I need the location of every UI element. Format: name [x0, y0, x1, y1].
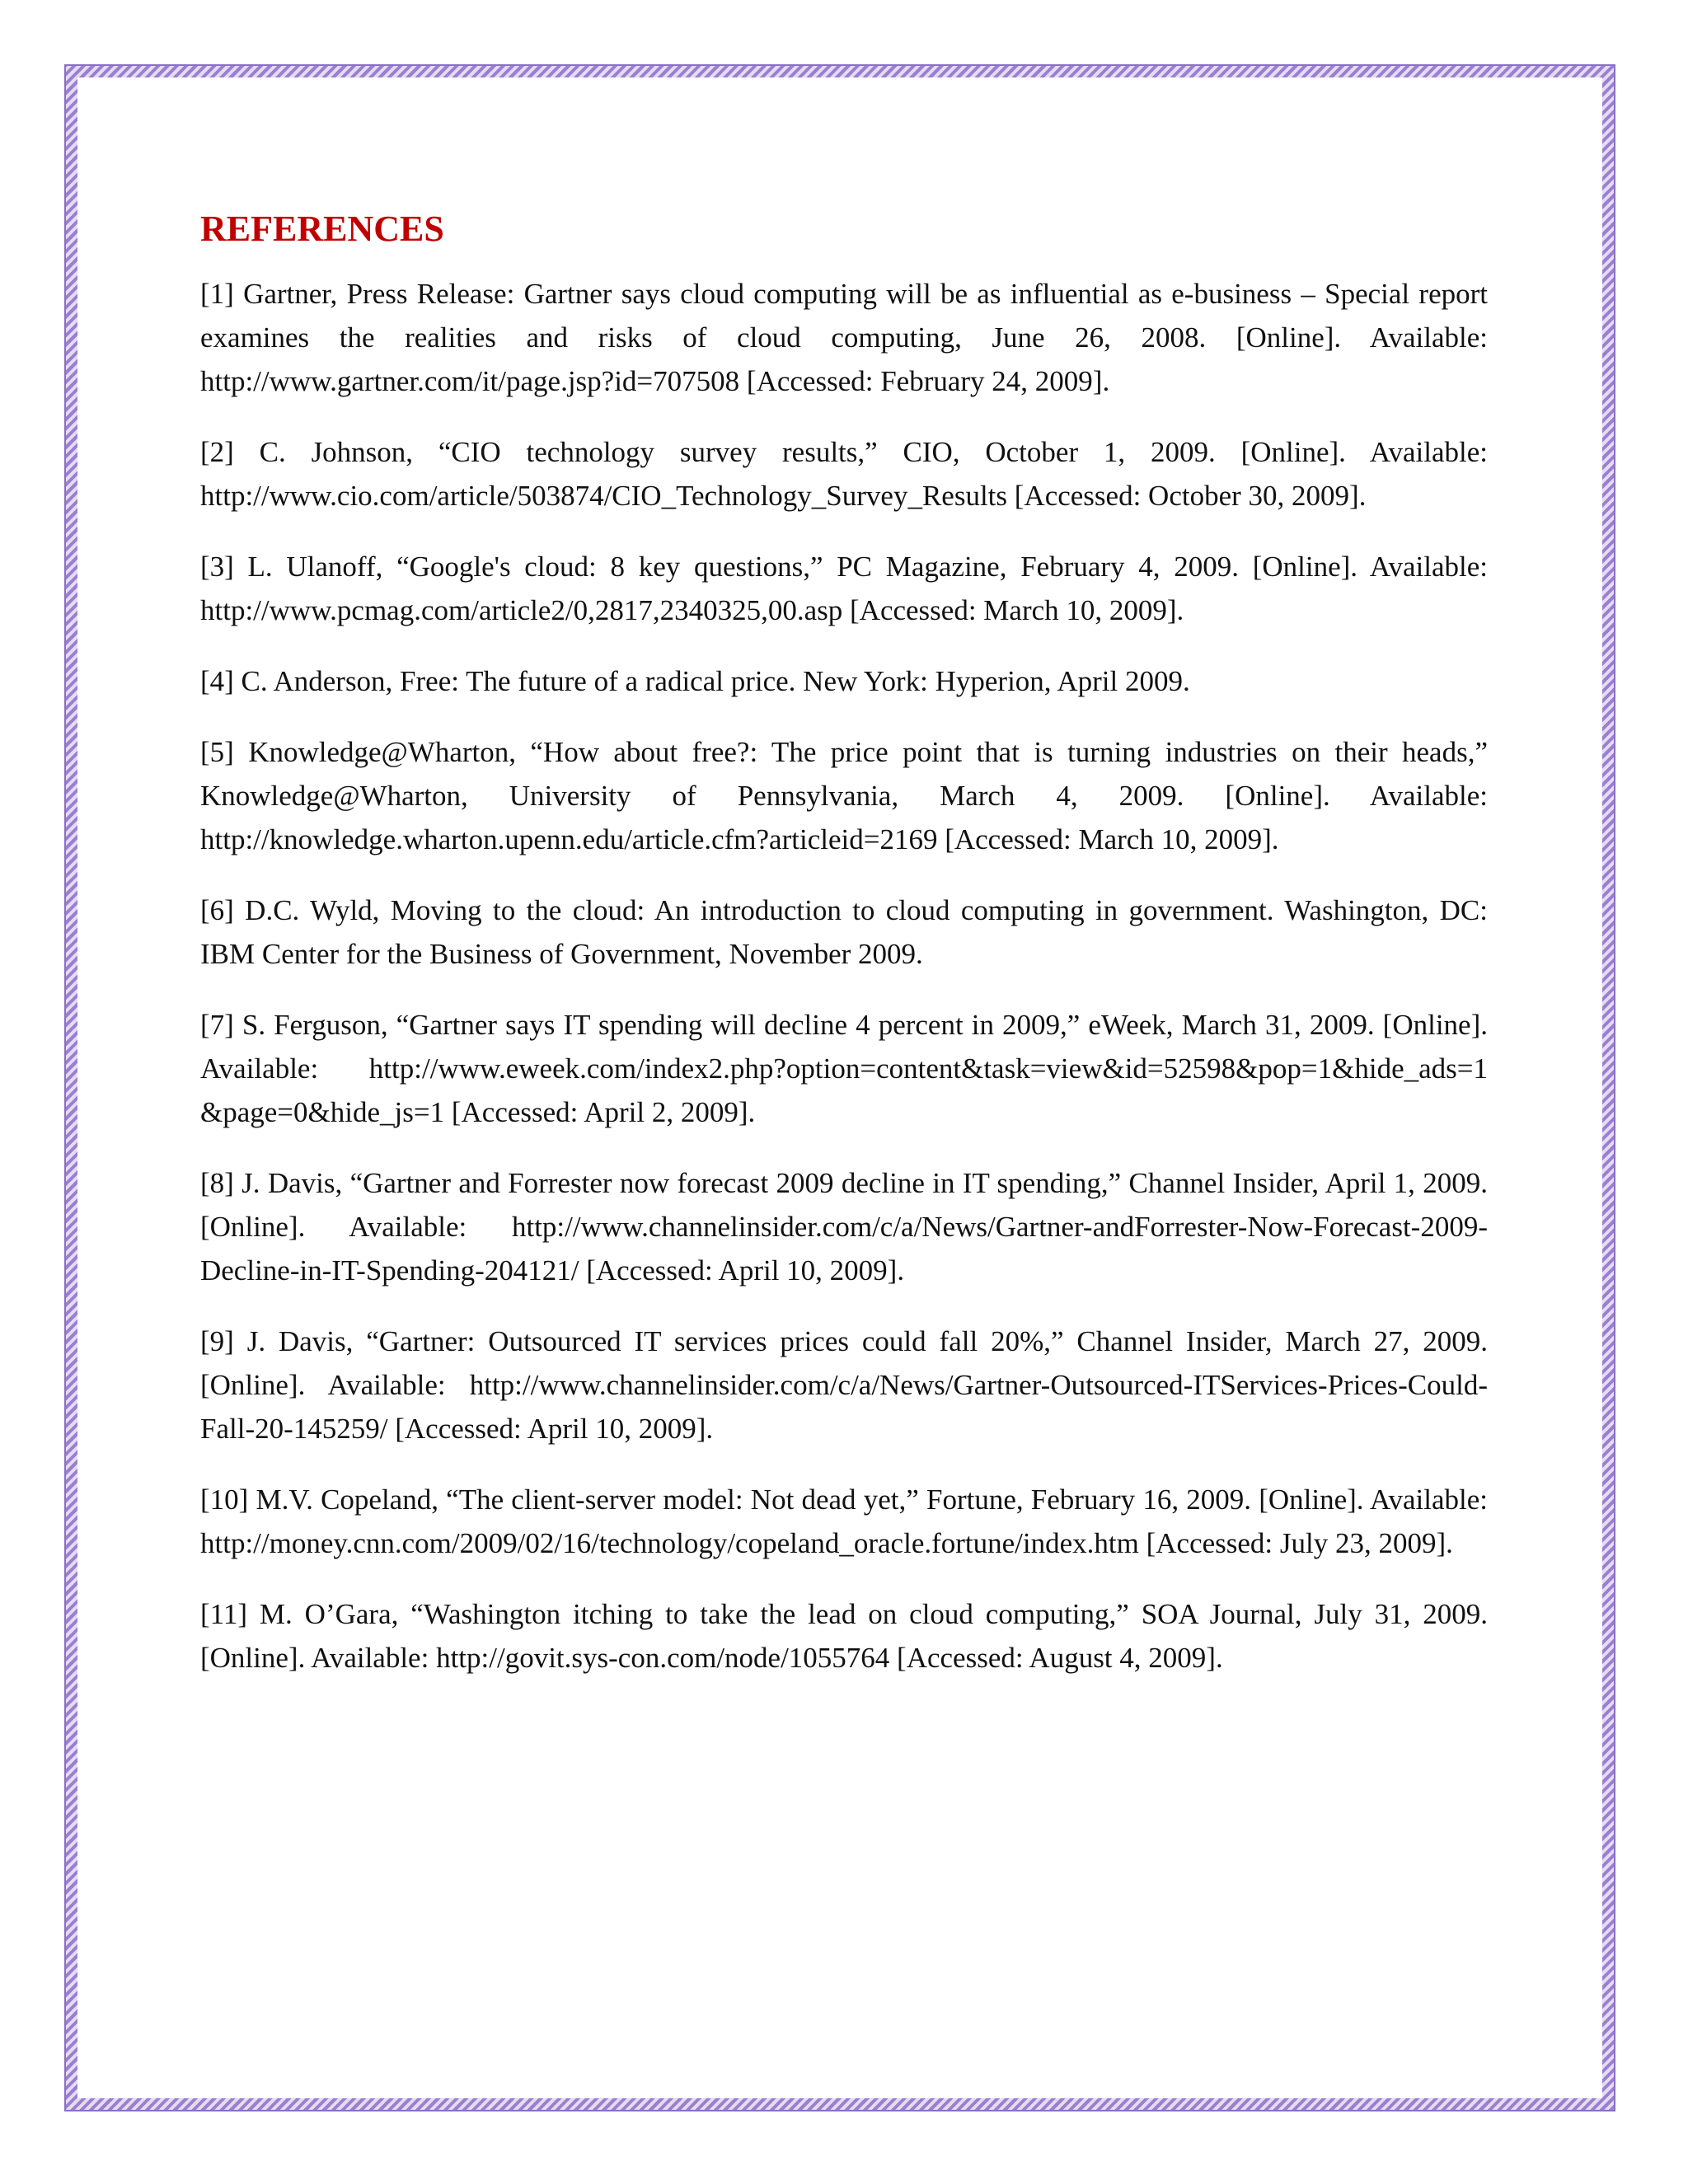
reference-list — [200, 272, 1488, 1680]
page-title: REFERENCES — [200, 209, 444, 249]
reference-item-6: [6] D.C. Wyld, Moving to the cloud: An introduction to cloud computing in government. Washington, DC: IBM Center for the Business of Government, November 2009. — [200, 894, 1488, 970]
reference-item-5: [5] Knowledge@Wharton, “How about free?: The price point that is turning industries on their heads,” Knowledge@Wharton, University of Pennsylvania, March 4, 2009. [Online]. Available: http://knowledge.wharton.upenn.edu/article.cfm?articleid=2169 [Accessed: March 10, 2009]. — [200, 736, 1488, 855]
reference-item-7: [7] S. Ferguson, “Gartner says IT spending will decline 4 percent in 2009,” eWeek, March 31, 2009. [Online]. Available: http://www.eweek.com/index2.php?option=content&task=view&id=52598&pop=1&hide_ads=1 &page=0&hide_js=1 [Accessed: April 2, 2009]. — [200, 1009, 1488, 1128]
reference-item-11: [11] M. O’Gara, “Washington itching to take the lead on cloud computing,” SOA Journal, July 31, 2009. [Online]. Available: http://govit.sys-con.com/node/1055764 [Accessed: August 4, 2009]. — [200, 1598, 1488, 1674]
reference-item-10: [10] M.V. Copeland, “The client-server model: Not dead yet,” Fortune, February 16, 2009. [Online]. Available: http://money.cnn.com/2009/02/16/technology/copeland_oracle.fortune/index.htm [Accessed: July 23, 2009]. — [200, 1483, 1488, 1559]
page-content — [200, 206, 1488, 1707]
reference-item-9: [9] J. Davis, “Gartner: Outsourced IT services prices could fall 20%,” Channel Insider, March 27, 2009. [Online]. Available: http://www.channelinsider.com/c/a/News/Gartner-Outsourced-ITServices-Prices-Could-Fall-20-145259/ [Accessed: April 10, 2009]. — [200, 1325, 1488, 1445]
reference-item-1: [1] Gartner, Press Release: Gartner says cloud computing will be as influential as e-business – Special report examines the realities and risks of cloud computing, June 26, 2008. [Online]. Available: http://www.gartner.com/it/page.jsp?id=707508 [Accessed: February 24, 2009]. — [200, 278, 1488, 397]
reference-item-8: [8] J. Davis, “Gartner and Forrester now forecast 2009 decline in IT spending,” Channel Insider, April 1, 2009. [Online]. Available: http://www.channelinsider.com/c/a/News/Gartner-andForrester-Now-Forecast-2009-Decline-in-IT-Spending-204121/ [Accessed: April 10, 2009]. — [200, 1167, 1488, 1286]
reference-item-2: [2] C. Johnson, “CIO technology survey results,” CIO, October 1, 2009. [Online]. Available: http://www.cio.com/article/503874/CIO_Technology_Survey_Results [Accessed: October 30, 2009]. — [200, 436, 1488, 512]
reference-item-3: [3] L. Ulanoff, “Google's cloud: 8 key questions,” PC Magazine, February 4, 2009. [Online]. Available: http://www.pcmag.com/article2/0,2817,2340325,00.asp [Accessed: March 10, 2009]. — [200, 551, 1488, 626]
reference-item-4: [4] C. Anderson, Free: The future of a radical price. New York: Hyperion, April 2009. — [200, 665, 1190, 697]
